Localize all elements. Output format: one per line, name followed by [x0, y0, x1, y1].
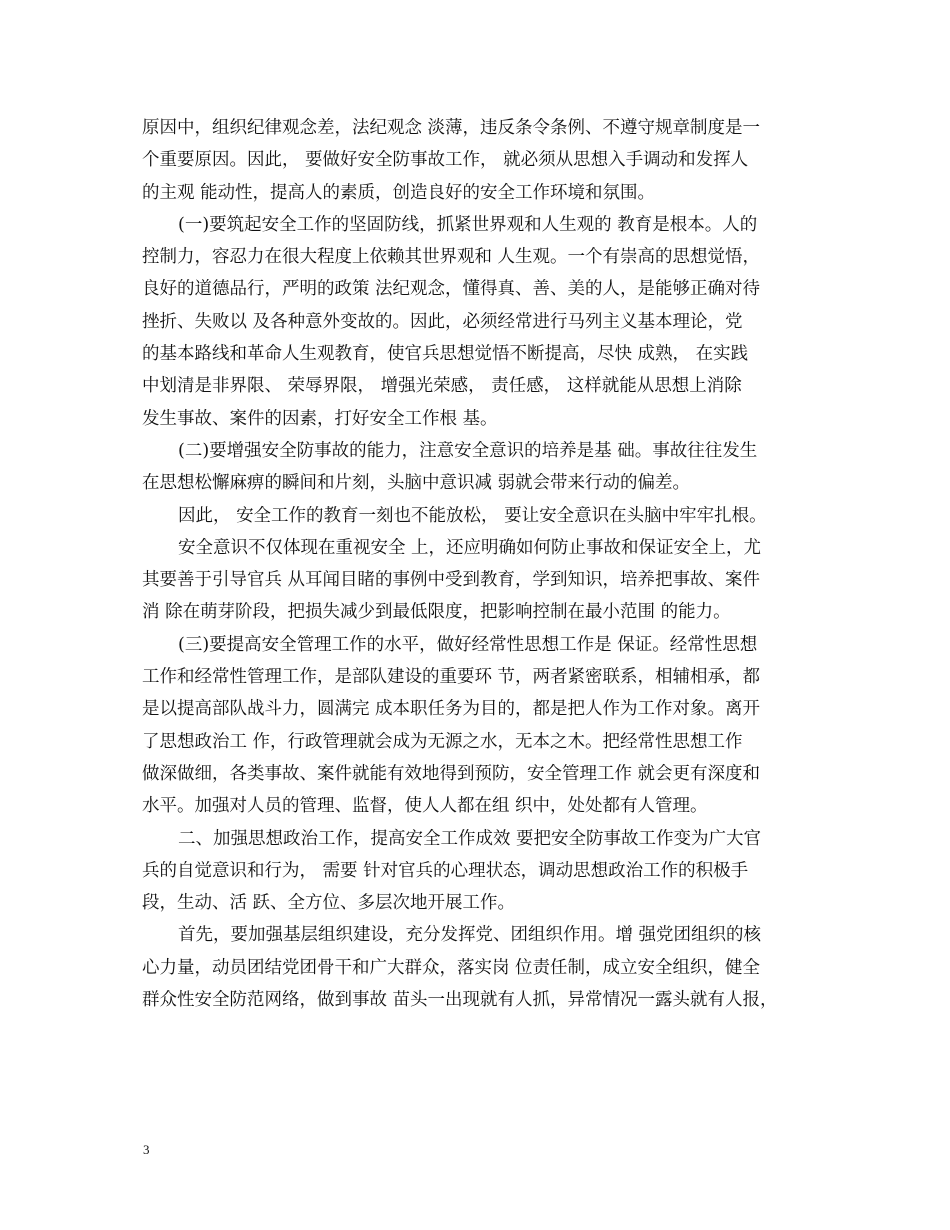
text-line: 工作和经常性管理工作，是部队建设的重要环 节，两者紧密联系，相辅相承，都 [142, 667, 761, 688]
paragraph-first-line: 因此， 安全工作的教育一刻也不能放松， 要让安全意识在头脑中牢牢扎根。 [178, 505, 767, 526]
text-line: 良好的道德品行，严明的政策 法纪观念，懂得真、善、美的人，是能够正确对待 [142, 279, 761, 300]
page-number: 3 [143, 1142, 150, 1157]
text-line: 做深做细，各类事故、案件就能有效地得到预防，安全管理工作 就会更有深度和 [142, 763, 761, 784]
text-line: 其要善于引导官兵 从耳闻目睹的事例中受到教育，学到知识，培养把事故、案件 [142, 570, 761, 591]
paragraph-first-line: (三)要提高安全管理工作的水平，做好经常性思想工作是 保证。经常性思想 [178, 634, 758, 655]
text-line: 发生事故、案件的因素，打好安全工作根 基。 [142, 408, 498, 429]
text-line: 个重要原因。因此， 要做好安全防事故工作， 就必须从思想入手调动和发挥人 [142, 150, 749, 171]
text-line: 原因中，组织纪律观念差，法纪观念 淡薄，违反条令条例、不遵守规章制度是一 [142, 118, 761, 138]
paragraph-first-line: (一)要筑起安全工作的坚固防线，抓紧世界观和人生观的 教育是根本。人的 [178, 214, 758, 235]
text-line: 了思想政治工 作，行政管理就会成为无源之水，无本之木。把经常性思想工作 [142, 731, 743, 752]
text-line: 兵的自觉意识和行为， 需要 针对官兵的心理状态，调动思想政治工作的积极手 [142, 860, 749, 881]
paragraph-first-line: 安全意识不仅体现在重视安全 上，还应明确如何防止事故和保证安全上，尤 [178, 537, 762, 558]
text-line: 的主观 能动性，提高人的素质，创造良好的安全工作环境和氛围。 [142, 182, 656, 203]
text-line: 是以提高部队战斗力，圆满完 成本职任务为目的，都是把人作为工作对象。离开 [142, 699, 761, 720]
paragraph-first-line: 二、加强思想政治工作，提高安全工作成效 要把安全防事故工作变为广大官 [178, 828, 762, 849]
text-line: 的基本路线和革命人生观教育，使官兵思想觉悟不断提高，尽快 成熟， 在实践 [142, 344, 749, 365]
text-line: 中划清是非界限、 荣辱界限， 增强光荣感， 责任感， 这样就能从思想上消除 [142, 376, 742, 397]
text-line: 消 除在萌芽阶段，把损失减少到最低限度，把影响控制在最小范围 的能力。 [142, 602, 731, 623]
text-line: 水平。加强对人员的管理、监督，使人人都在组 织中，处处都有人管理。 [142, 796, 708, 817]
document-body [142, 112, 822, 1016]
text-line: 群众性安全防范网络，做到事故 苗头一出现就有人抓，异常情况一露头就有人报， [142, 990, 778, 1011]
paragraph-first-line: 首先，要加强基层组织建设，充分发挥党、团组织作用。增 强党团组织的核 [178, 925, 762, 946]
paragraph-first-line: (二)要增强安全防事故的能力，注意安全意识的培养是基 础。事故往往发生 [178, 440, 758, 461]
text-line: 控制力，容忍力在很大程度上依赖其世界观和 人生观。一个有崇高的思想觉悟， [142, 247, 761, 268]
text-line: 挫折、失败以 及各种意外变故的。因此，必须经常进行马列主义基本理论，党 [142, 311, 743, 332]
text-line: 在思想松懈麻痹的瞬间和片刻，头脑中意识减 弱就会带来行动的偏差。 [142, 473, 691, 494]
text-line: 段，生动、活 跃、全方位、多层次地开展工作。 [142, 893, 516, 914]
text-line: 心力量，动员团结党团骨干和广大群众，落实岗 位责任制，成立安全组织，健全 [142, 957, 761, 978]
